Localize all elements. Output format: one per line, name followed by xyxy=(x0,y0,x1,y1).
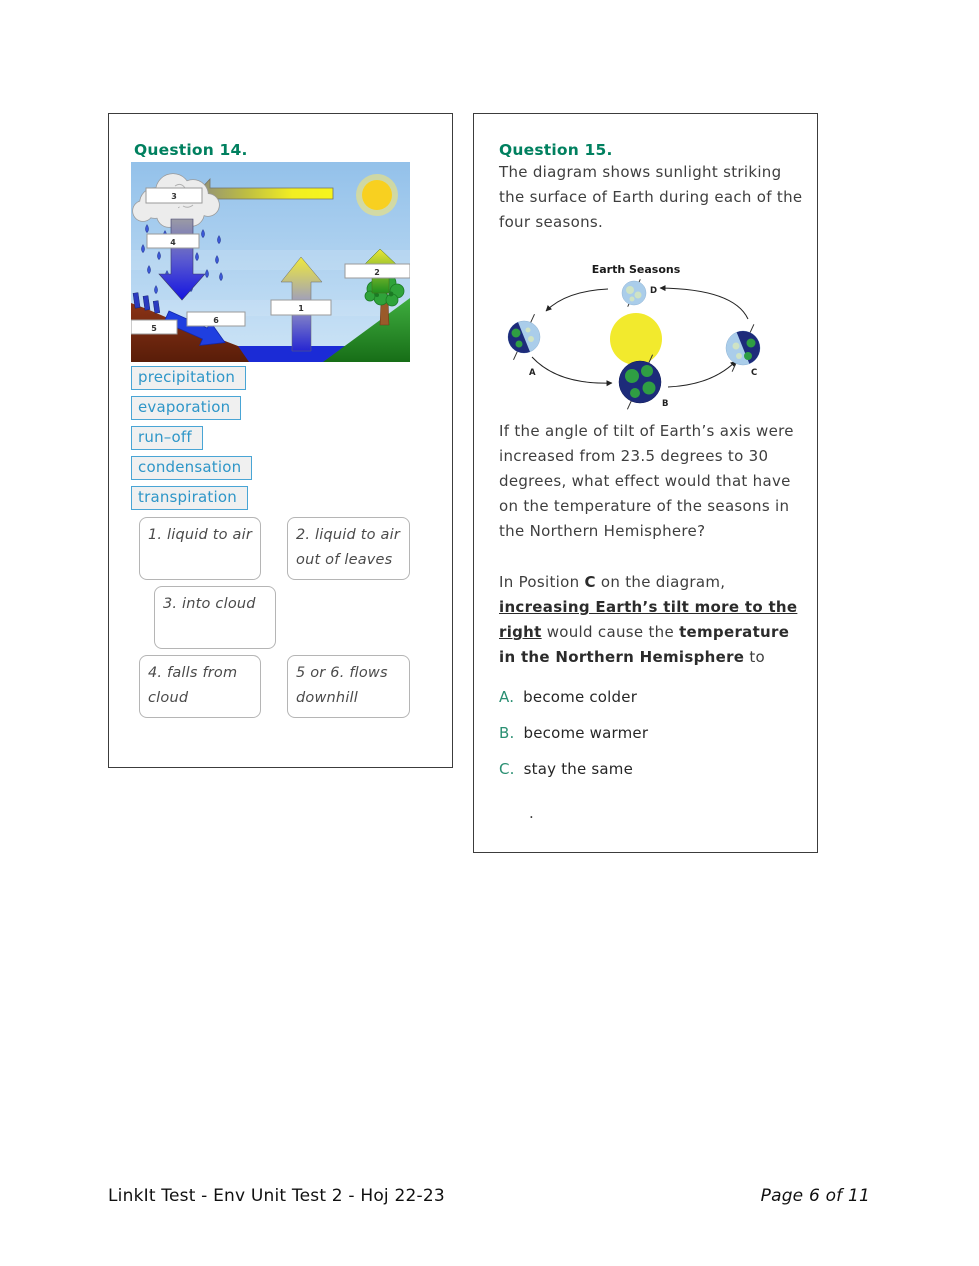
sun-icon xyxy=(356,174,398,216)
word-chip-runoff[interactable]: run–off xyxy=(131,426,203,450)
label-a: A xyxy=(529,368,536,378)
prompt-part4: to xyxy=(744,648,765,666)
question-15-heading: Question 15. xyxy=(499,141,613,159)
question-15-panel xyxy=(473,113,818,853)
prompt-position-c: C xyxy=(584,573,596,591)
prompt-bold-phrase: temperature in the Northern Hemisphere xyxy=(499,623,790,666)
option-c-text: stay the same xyxy=(523,760,634,778)
prompt-underlined: increasing Earth’s tilt more to the right xyxy=(499,598,798,641)
sun-icon xyxy=(610,313,662,365)
trailing-mark: . xyxy=(529,804,534,822)
label-5: 5 xyxy=(151,324,157,333)
option-a-text: become colder xyxy=(523,688,638,706)
question-14-heading: Question 14. xyxy=(134,141,248,159)
label-6: 6 xyxy=(213,316,219,325)
earth-seasons-diagram xyxy=(496,259,796,421)
option-b-letter: B. xyxy=(499,724,515,742)
drop-zone-2[interactable]: 2. liquid to air out of leaves xyxy=(287,517,410,580)
word-bank xyxy=(131,366,252,516)
prompt-part1: In Position xyxy=(499,573,585,591)
question-15-intro: The diagram shows sunlight striking the surface of Earth during each of the four seasons. xyxy=(499,163,803,231)
drop-zone-4[interactable]: 4. falls from cloud xyxy=(139,655,261,718)
word-chip-condensation[interactable]: condensation xyxy=(131,456,252,480)
option-c-letter: C. xyxy=(499,760,515,778)
prompt-part3: would cause the xyxy=(541,623,680,641)
option-c[interactable] xyxy=(499,760,648,779)
prompt-part2: on the diagram, xyxy=(595,573,726,591)
footer-test-title: LinkIt Test - Env Unit Test 2 - Hoj 22-23 xyxy=(108,1186,445,1206)
earth-position-d xyxy=(622,279,646,306)
label-1: 1 xyxy=(298,304,304,313)
seasons-title: Earth Seasons xyxy=(591,263,681,276)
drop-zone-5[interactable]: 5 or 6. flows downhill xyxy=(287,655,410,718)
option-b[interactable] xyxy=(499,724,648,743)
option-a-letter: A. xyxy=(499,688,515,706)
label-2: 2 xyxy=(374,268,380,277)
drop-zone-1[interactable]: 1. liquid to air xyxy=(139,517,261,580)
label-c: C xyxy=(751,368,758,378)
label-3: 3 xyxy=(171,192,177,201)
question-14-panel xyxy=(108,113,453,768)
water-cycle-diagram xyxy=(131,162,410,362)
page-footer xyxy=(108,1186,870,1206)
earth-position-b xyxy=(619,355,661,410)
option-b-text: become warmer xyxy=(523,724,649,742)
option-a[interactable] xyxy=(499,688,648,707)
label-4: 4 xyxy=(170,238,176,247)
word-chip-transpiration[interactable]: transpiration xyxy=(131,486,248,510)
question-15-question: If the angle of tilt of Earth’s axis were increased from 23.5 degrees to 30 degrees, what effect would that have on the temperature of the seasons in the Northern Hemisphere? xyxy=(499,422,794,540)
drop-zone-3[interactable]: 3. into cloud xyxy=(154,586,276,649)
label-d: D xyxy=(650,286,658,296)
answer-options xyxy=(499,688,648,796)
word-chip-evaporation[interactable]: evaporation xyxy=(131,396,241,420)
label-b: B xyxy=(662,399,669,409)
question-15-prompt xyxy=(499,570,803,670)
earth-position-a xyxy=(503,314,540,360)
footer-page-number: Page 6 of 11 xyxy=(760,1186,870,1206)
word-chip-precipitation[interactable]: precipitation xyxy=(131,366,246,390)
